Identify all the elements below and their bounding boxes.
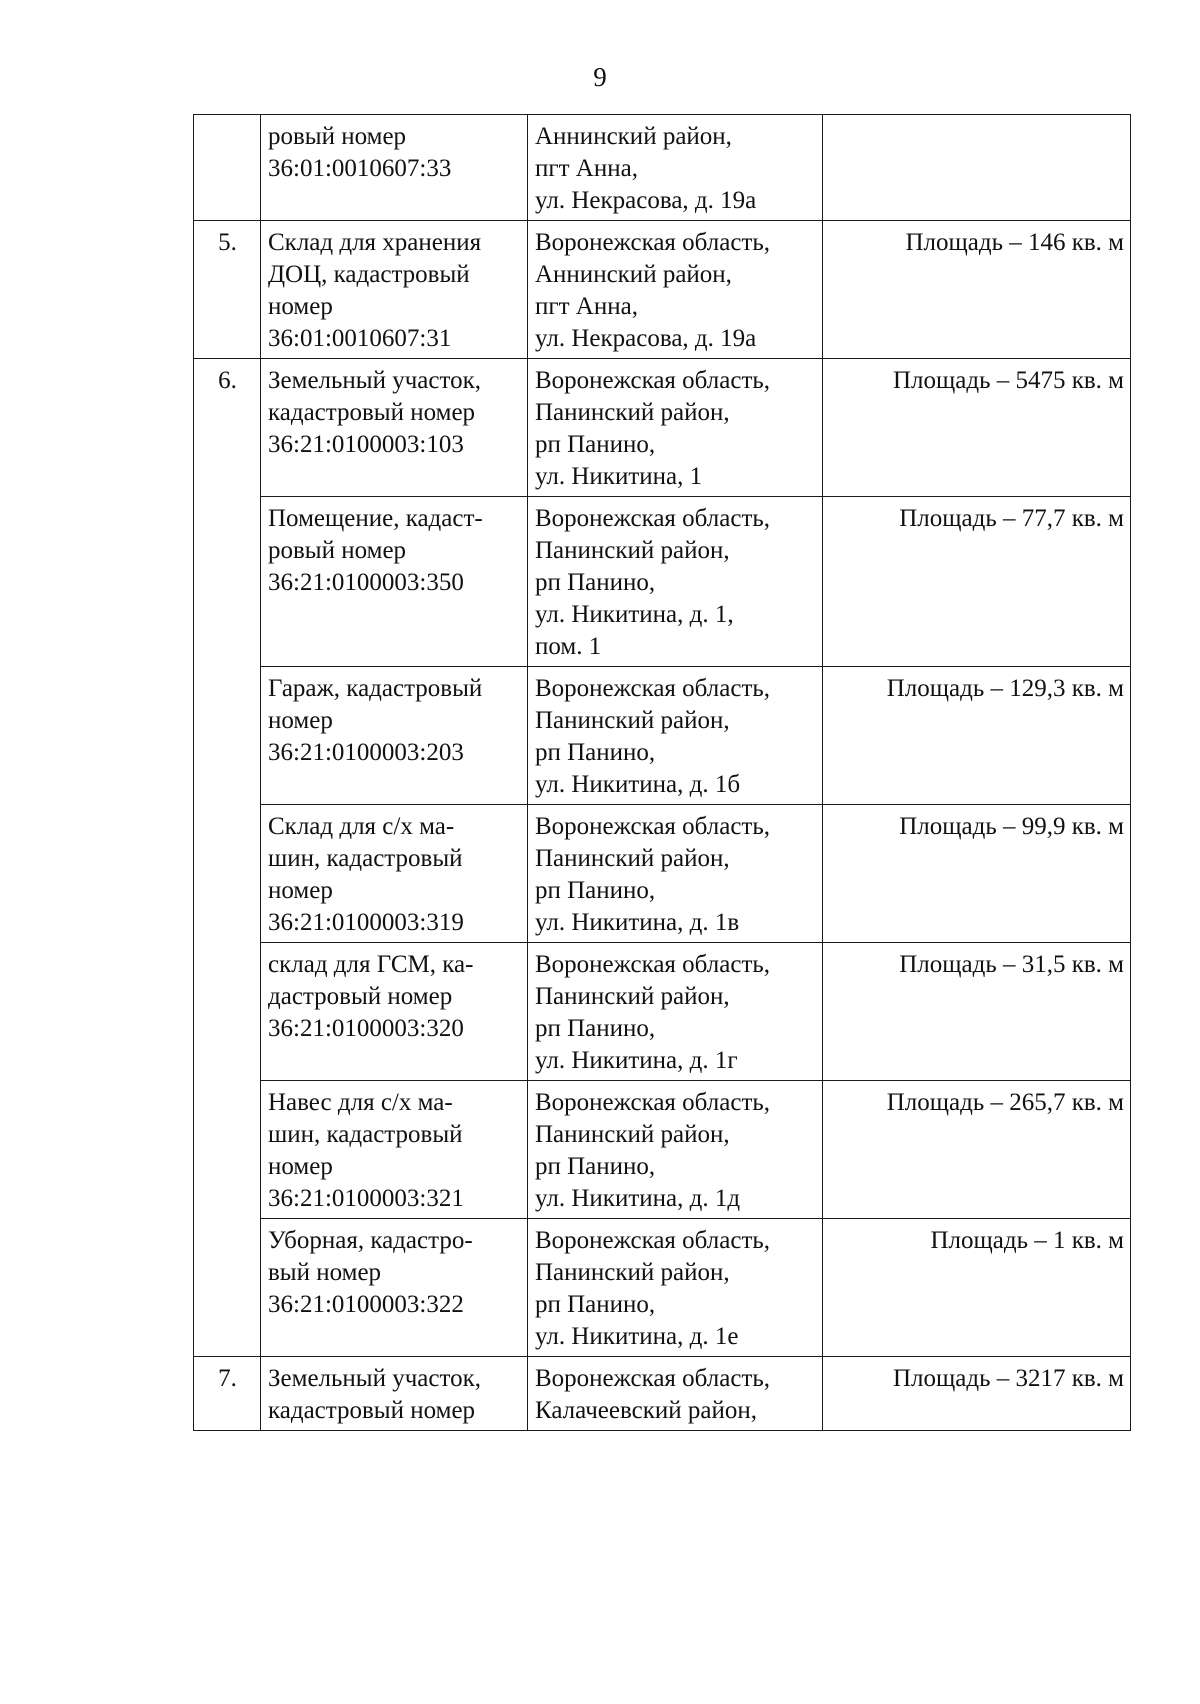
object-description: Уборная, кадастро- вый номер 36:21:0100003:322 — [261, 1219, 528, 1357]
object-area: Площадь – 1 кв. м — [823, 1219, 1131, 1357]
object-area: Площадь – 31,5 кв. м — [823, 943, 1131, 1081]
object-address: Воронежская область, Панинский район, рп Панино, ул. Никитина, д. 1г — [528, 943, 823, 1081]
object-area: Площадь – 265,7 кв. м — [823, 1081, 1131, 1219]
row-number: 5. — [194, 221, 261, 359]
table-row — [194, 359, 1131, 497]
row-number: 6. — [194, 359, 261, 497]
object-description: склад для ГСМ, ка- дастровый номер 36:21:0100003:320 — [261, 943, 528, 1081]
object-address: Воронежская область, Панинский район, рп Панино, ул. Никитина, д. 1б — [528, 667, 823, 805]
object-description: Земельный участок, кадастровый номер — [261, 1357, 528, 1431]
object-description: ровый номер 36:01:0010607:33 — [261, 115, 528, 221]
table-row — [194, 1357, 1131, 1431]
object-area: Площадь – 3217 кв. м — [823, 1357, 1131, 1431]
table-row — [194, 943, 1131, 1081]
object-address: Воронежская область, Панинский район, рп Панино, ул. Никитина, д. 1в — [528, 805, 823, 943]
object-address: Воронежская область, Панинский район, рп Панино, ул. Никитина, д. 1е — [528, 1219, 823, 1357]
object-area: Площадь – 5475 кв. м — [823, 359, 1131, 497]
table-row — [194, 1219, 1131, 1357]
property-table — [193, 114, 1131, 1431]
row-number — [194, 1219, 261, 1357]
row-number — [194, 943, 261, 1081]
page-number: 9 — [593, 62, 607, 92]
object-description: Помещение, кадаст- ровый номер 36:21:0100003:350 — [261, 497, 528, 667]
object-description: Земельный участок, кадастровый номер 36:21:0100003:103 — [261, 359, 528, 497]
object-address: Воронежская область, Панинский район, рп Панино, ул. Никитина, д. 1, пом. 1 — [528, 497, 823, 667]
table-row — [194, 221, 1131, 359]
table-row — [194, 667, 1131, 805]
table-row — [194, 1081, 1131, 1219]
object-description: Навес для с/х ма- шин, кадастровый номер 36:21:0100003:321 — [261, 1081, 528, 1219]
object-area: Площадь – 77,7 кв. м — [823, 497, 1131, 667]
table-row — [194, 115, 1131, 221]
object-area — [823, 115, 1131, 221]
row-number — [194, 497, 261, 667]
row-number: 7. — [194, 1357, 261, 1431]
object-description: Склад для с/х ма- шин, кадастровый номер 36:21:0100003:319 — [261, 805, 528, 943]
object-address: Воронежская область, Панинский район, рп Панино, ул. Никитина, д. 1д — [528, 1081, 823, 1219]
object-area: Площадь – 99,9 кв. м — [823, 805, 1131, 943]
object-address: Воронежская область, Калачеевский район, — [528, 1357, 823, 1431]
row-number — [194, 1081, 261, 1219]
object-description: Гараж, кадастровый номер 36:21:0100003:203 — [261, 667, 528, 805]
object-area: Площадь – 129,3 кв. м — [823, 667, 1131, 805]
table-row — [194, 497, 1131, 667]
object-area: Площадь – 146 кв. м — [823, 221, 1131, 359]
object-description: Склад для хранения ДОЦ, кадастровый номер 36:01:0010607:31 — [261, 221, 528, 359]
object-address: Аннинский район, пгт Анна, ул. Некрасова, д. 19а — [528, 115, 823, 221]
object-address: Воронежская область, Панинский район, рп Панино, ул. Никитина, 1 — [528, 359, 823, 497]
table-row — [194, 805, 1131, 943]
row-number — [194, 667, 261, 805]
row-number — [194, 805, 261, 943]
object-address: Воронежская область, Аннинский район, пгт Анна, ул. Некрасова, д. 19а — [528, 221, 823, 359]
row-number — [194, 115, 261, 221]
